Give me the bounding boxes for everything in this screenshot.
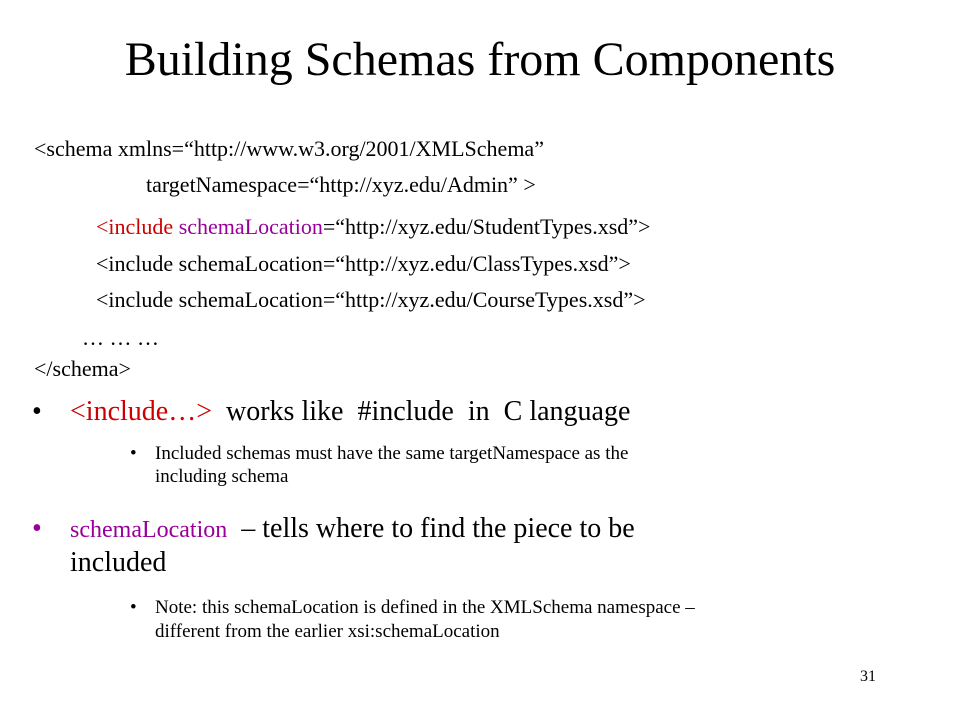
code-line-schema-open: <schema xmlns=“http://www.w3.org/2001/XMLSchema” [34, 136, 544, 161]
code-line-include-class: <include schemaLocation=“http://xyz.edu/ClassTypes.xsd”> [96, 251, 631, 276]
include-keyword: include [108, 214, 174, 239]
code-line-target-namespace: targetNamespace=“http://xyz.edu/Admin” > [146, 172, 536, 197]
include-open-bracket: < [96, 214, 109, 239]
slide-number: 31 [860, 668, 876, 685]
code-line-ellipsis: … … … [82, 325, 159, 350]
include-token-keyword: include… [85, 396, 197, 427]
bullet-schema-location-line2: included [70, 547, 167, 578]
code-line-include-student [96, 214, 650, 240]
bullet-include-text: works like #include in C language [212, 396, 631, 427]
include-token-gt: > [196, 396, 213, 427]
code-line-schema-close: </schema> [34, 356, 131, 381]
sub-bullet-note-line1: Note: this schemaLocation is defined in the XMLSchema namespace – [155, 597, 695, 618]
include-token-lt: < [70, 396, 86, 427]
slide-title: Building Schemas from Components [124, 33, 836, 86]
schema-location-keyword: schemaLocation [70, 517, 228, 543]
bullet-schema-location-text: – tells where to find the piece to be [227, 513, 635, 544]
code-line-include-course: <include schemaLocation=“http://xyz.edu/CourseTypes.xsd”> [96, 287, 646, 312]
sub-bullet-included-schemas-line2: including schema [155, 466, 289, 487]
bullet-marker: • [32, 396, 42, 427]
sub-bullet-marker: • [130, 443, 137, 464]
bullet-schema-location-line1 [70, 512, 635, 547]
bullet-include-works-like [70, 395, 630, 429]
sub-bullet-note-line2: different from the earlier xsi:schemaLocation [155, 621, 500, 642]
include-student-value: =“http://xyz.edu/StudentTypes.xsd”> [322, 214, 651, 239]
bullet-marker: • [32, 513, 42, 544]
sub-bullet-marker: • [130, 597, 137, 618]
schema-location-attr: schemaLocation [178, 214, 323, 239]
sub-bullet-included-schemas-line1: Included schemas must have the same targetNamespace as the [155, 443, 629, 464]
